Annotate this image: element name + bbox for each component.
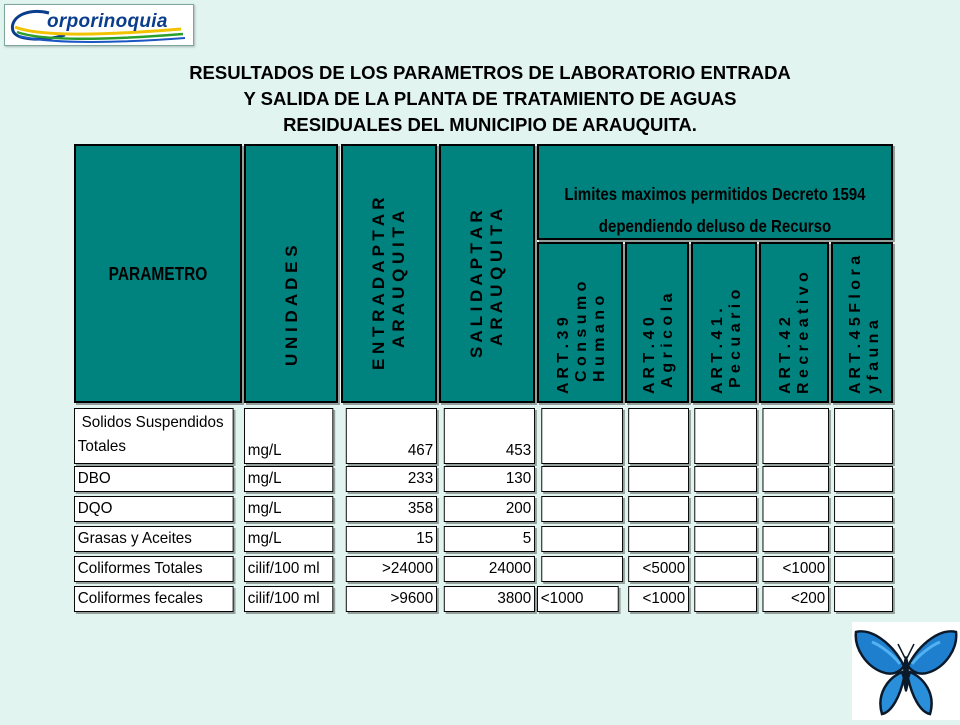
table-row-art40 <box>628 496 689 522</box>
table-row-art45 <box>834 466 893 492</box>
table-row-art42 <box>763 466 830 492</box>
table-row-unit: mg/L <box>244 526 333 552</box>
title-line-2: Y SALIDA DE LA PLANTA DE TRATAMIENTO DE AGUAS <box>243 88 737 109</box>
table-row-param: DQO <box>74 496 234 522</box>
table-row-art41 <box>694 496 757 522</box>
table-row-in: 467 <box>346 408 437 464</box>
header-salida-line-2: A R A U Q U I T A <box>487 208 506 346</box>
table-row-out: 453 <box>444 408 535 464</box>
header-unidades-label: U N I D A D E S <box>282 245 301 366</box>
table-row-art45 <box>834 408 893 464</box>
header-art42-line-2: R e c r e a t i v o <box>795 272 812 394</box>
table-row-art41 <box>694 586 757 612</box>
logo-text: orporinoquia <box>47 11 168 32</box>
table-row-art40 <box>628 466 689 492</box>
table-row-in: >24000 <box>346 556 437 582</box>
header-art42 <box>759 242 829 403</box>
table-row-art39 <box>541 496 623 522</box>
table-row-art42: <1000 <box>763 556 830 582</box>
header-art41-line-1: A R T . 4 1 . <box>709 308 726 394</box>
header-limits-line-1: Limites maximos permitidos Decreto 1594 <box>564 184 866 204</box>
header-art40-line-2: A g r i c o l a <box>659 293 676 388</box>
header-entrada-line-1: E N T R A D A P T A R <box>369 197 388 370</box>
table-row-out: 3800 <box>444 586 535 612</box>
table-row-in: >9600 <box>346 586 437 612</box>
header-salida <box>439 144 535 403</box>
title-line-1: RESULTADOS DE LOS PARAMETROS DE LABORATORIO ENTRADA <box>189 62 791 83</box>
table-row-art45 <box>834 496 893 522</box>
header-parametro-label: PARAMETRO <box>108 264 208 284</box>
table-row-unit: mg/L <box>244 466 333 492</box>
table-row-art39 <box>541 526 623 552</box>
table-row-unit: mg/L <box>244 496 333 522</box>
header-art39-line-2: C o n s u m o <box>573 281 590 382</box>
table-row-art45 <box>834 526 893 552</box>
header-entrada-line-2: A R A U Q U I T A <box>389 210 408 348</box>
table-row-out: 130 <box>444 466 535 492</box>
butterfly-icon <box>852 622 960 720</box>
table-row-art40: <1000 <box>628 586 689 612</box>
table-row-art45 <box>834 586 893 612</box>
table-row-out: 200 <box>444 496 535 522</box>
table-row-in: 233 <box>346 466 437 492</box>
table-row-art45 <box>834 556 893 582</box>
header-art40 <box>625 242 689 403</box>
header-art39-line-3: H u m a n o <box>591 295 608 382</box>
header-art41 <box>691 242 757 403</box>
table-row-art42 <box>763 526 830 552</box>
header-art45-line-2: y f a u n a <box>865 320 882 394</box>
butterfly-image <box>852 622 960 720</box>
header-entrada <box>341 144 437 403</box>
title-line-3: RESIDUALES DEL MUNICIPIO DE ARAUQUITA. <box>283 114 697 135</box>
table-row-out: 24000 <box>444 556 535 582</box>
header-limits-line-2: dependiendo deluso de Recurso <box>598 216 832 236</box>
header-art39 <box>537 242 623 403</box>
table-row-art41 <box>694 526 757 552</box>
corporinoquia-logo <box>4 4 194 46</box>
table-row-art39 <box>541 408 623 464</box>
table-row-art41 <box>694 408 757 464</box>
table-row-param: Coliformes Totales <box>74 556 234 582</box>
header-art39-line-1: A R T . 3 9 <box>555 317 572 394</box>
table-row-unit: cilif/100 ml <box>244 586 333 612</box>
table-row-param: Solidos Suspendidos Totales <box>74 408 234 464</box>
header-limits <box>537 144 893 240</box>
table-row-param: DBO <box>74 466 234 492</box>
table-row-art40: <5000 <box>628 556 689 582</box>
page-title <box>60 60 920 138</box>
header-art45 <box>831 242 893 403</box>
table-row-in: 358 <box>346 496 437 522</box>
table-row-art41 <box>694 466 757 492</box>
header-art41-line-2: P e c u a r i o <box>727 289 744 388</box>
table-row-art42: <200 <box>763 586 830 612</box>
table-row-art39: <1000 <box>537 586 619 612</box>
header-art42-line-1: A R T . 4 2 <box>777 317 794 394</box>
table-row-param: Grasas y Aceites <box>74 526 234 552</box>
header-unidades <box>244 144 338 403</box>
table-row-param: Coliformes fecales <box>74 586 234 612</box>
table-row-art42 <box>763 496 830 522</box>
header-parametro <box>74 144 242 403</box>
table-row-art41 <box>694 556 757 582</box>
header-salida-line-1: S A L I D A P T A R <box>467 210 486 358</box>
table-row-art40 <box>628 526 689 552</box>
table-row-art40 <box>628 408 689 464</box>
table-row-unit: mg/L <box>244 408 333 464</box>
header-art45-line-1: A R T . 4 5 F l o r a <box>847 255 864 394</box>
table-row-unit: cilif/100 ml <box>244 556 333 582</box>
header-art40-line-1: A R T . 4 0 <box>641 317 658 394</box>
table-row-art39 <box>541 466 623 492</box>
table-row-in: 15 <box>346 526 437 552</box>
table-row-art42 <box>763 408 830 464</box>
table-row-out: 5 <box>444 526 535 552</box>
table-row-art39 <box>541 556 623 582</box>
